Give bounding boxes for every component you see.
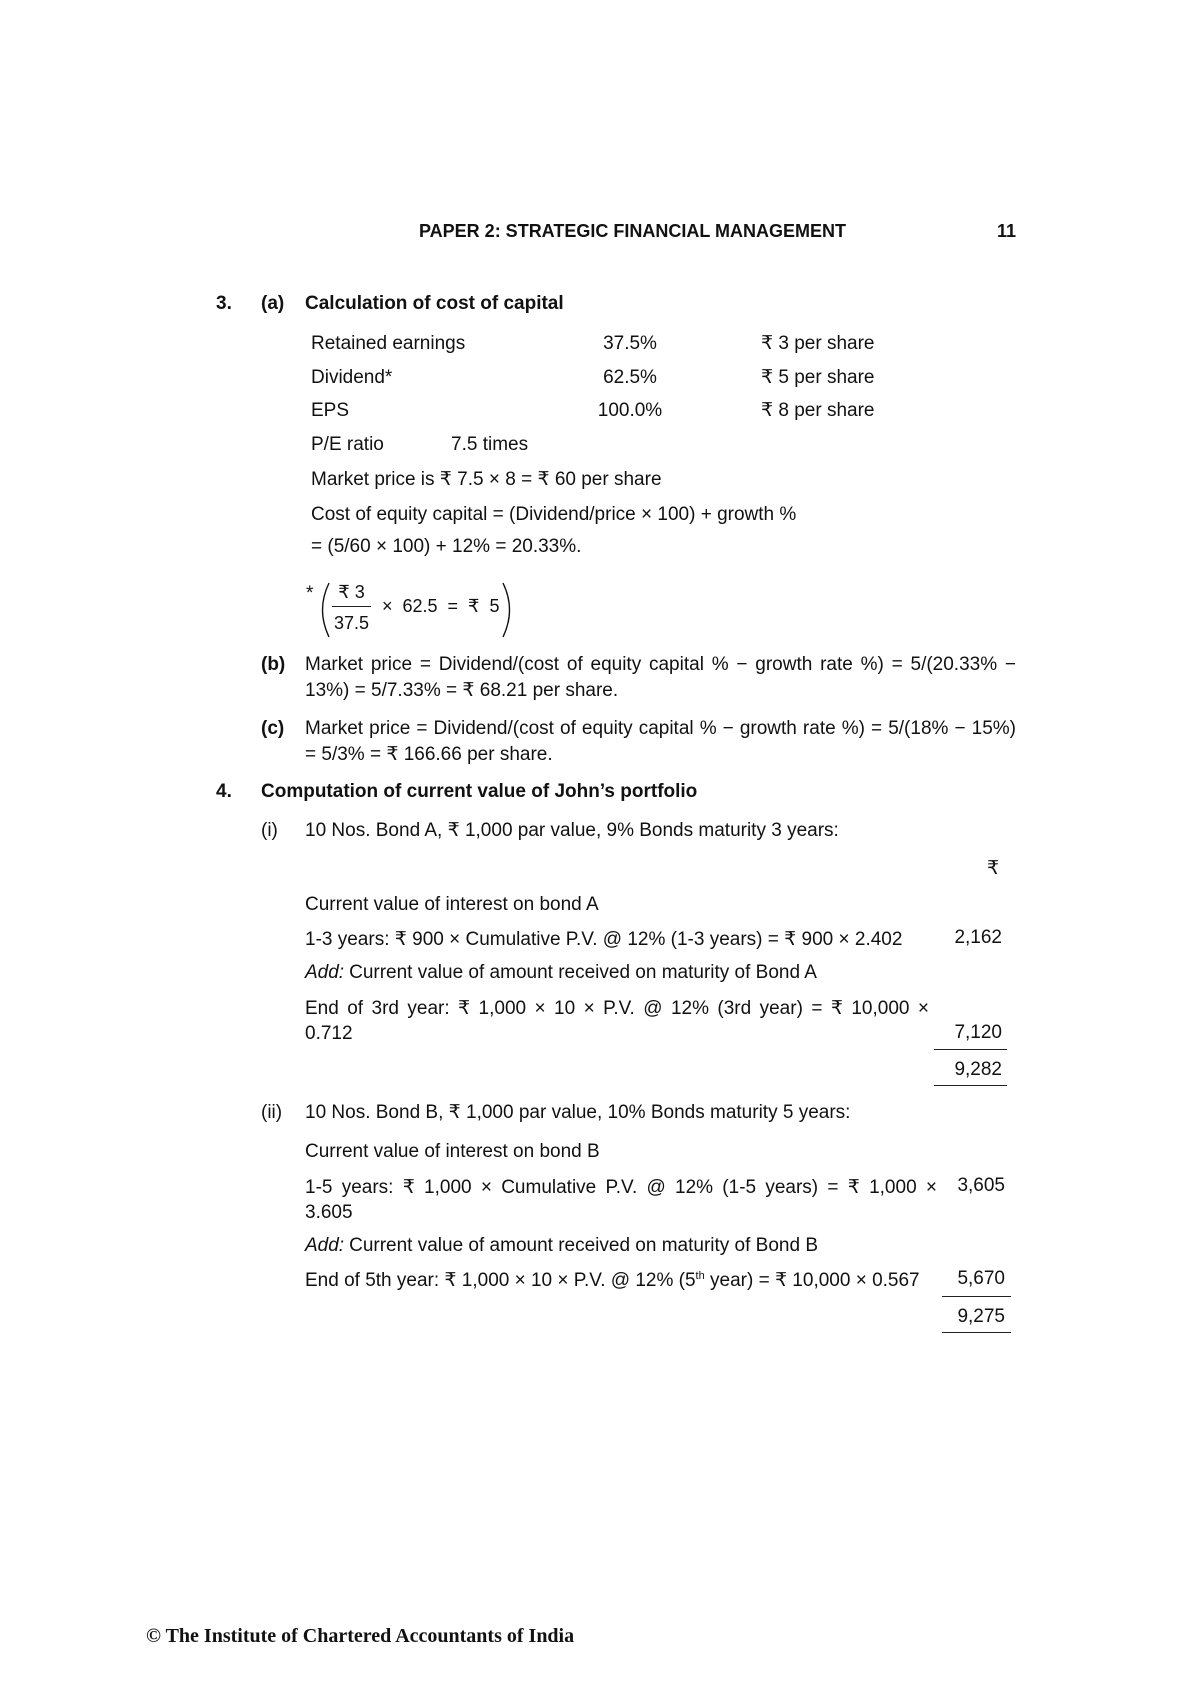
bond-b-interest-value: 3,605 (957, 1175, 1005, 1196)
page-header-title: PAPER 2: STRATEGIC FINANCIAL MANAGEMENT (419, 221, 847, 241)
pe-ratio-value: 7.5 times (451, 434, 529, 455)
question-4-number: 4. (216, 781, 232, 802)
maturity-line-start: End of 5th year: ₹ 1,000 × 10 × P.V. @ 12% (5 (305, 1270, 696, 1291)
bond-b-maturity-heading (305, 1235, 818, 1257)
market-price-line: Market price is ₹ 7.5 × 8 = ₹ 60 per share (311, 469, 662, 490)
footnote-marker: * (306, 583, 314, 604)
bond-a-maturity-heading (305, 962, 817, 984)
bond-b-interest-line-2: 3.605 (305, 1202, 353, 1223)
fraction-denominator: 37.5 (333, 613, 370, 633)
question-3-number: 3. (216, 293, 232, 314)
currency-column-header: ₹ (986, 858, 1000, 879)
total-rule (942, 1332, 1011, 1333)
bond-b-label: (ii) (261, 1102, 283, 1123)
subtotal-rule (942, 1296, 1011, 1297)
bond-b-maturity-line (305, 1270, 920, 1292)
part-c-line-1: Market price = Dividend/(cost of equity capital % − growth rate %) = 5/(18% − 15%) (305, 718, 1016, 739)
ordinal-superscript: th (695, 1270, 705, 1282)
part-a-label: (a) (261, 293, 285, 314)
bond-b-title: 10 Nos. Bond B, ₹ 1,000 par value, 10% Bonds maturity 5 years: (305, 1102, 851, 1123)
maturity-line-end: year) = ₹ 10,000 × 0.567 (704, 1270, 920, 1291)
total-rule (934, 1085, 1007, 1086)
fraction-expression: × 62.5 = ₹ 5 (382, 596, 500, 616)
page-number: 11 (996, 221, 1016, 241)
maturity-heading-text: Current value of amount received on maturity of Bond B (349, 1235, 819, 1256)
bond-a-total: 9,282 (954, 1059, 1002, 1080)
bond-a-interest-heading: Current value of interest on bond A (305, 894, 599, 915)
bond-b-interest-heading: Current value of interest on bond B (305, 1141, 600, 1162)
part-c-line-2: = 5/3% = ₹ 166.66 per share. (305, 744, 553, 765)
bond-b-maturity-value: 5,670 (957, 1268, 1005, 1289)
add-label: Add: (305, 962, 345, 983)
part-b-line-1: Market price = Dividend/(cost of equity capital % − growth rate %) = 5/(20.33% − (305, 654, 1016, 675)
bond-b-total: 9,275 (957, 1306, 1005, 1327)
row-percent: 62.5% (603, 367, 657, 388)
fraction-numerator: ₹ 3 (338, 582, 365, 602)
add-label: Add: (305, 1235, 345, 1256)
question-4-heading: Computation of current value of John’s portfolio (261, 781, 698, 802)
row-percent: 37.5% (603, 333, 657, 354)
row-amount: ₹ 3 per share (761, 333, 875, 354)
part-c-label: (c) (261, 718, 285, 739)
row-percent: 100.0% (597, 400, 663, 421)
bond-a-interest-line: 1-3 years: ₹ 900 × Cumulative P.V. @ 12% (1-3 years) = ₹ 900 × 2.402 (305, 929, 903, 950)
part-b-line-2: 13%) = 5/7.33% = ₹ 68.21 per share. (305, 680, 619, 701)
bond-a-maturity-value: 7,120 (954, 1022, 1002, 1043)
row-amount: ₹ 5 per share (761, 367, 875, 388)
maturity-heading-text: Current value of amount received on maturity of Bond A (349, 962, 817, 983)
cost-of-equity-result: = (5/60 × 100) + 12% = 20.33%. (311, 536, 582, 557)
row-item: Dividend* (311, 367, 393, 388)
row-amount: ₹ 8 per share (761, 400, 875, 421)
bond-a-maturity-line-1: End of 3rd year: ₹ 1,000 × 10 × P.V. @ 12% (3rd year) = ₹ 10,000 × (305, 998, 929, 1019)
bond-a-maturity-line-2: 0.712 (305, 1023, 353, 1044)
row-item: Retained earnings (311, 333, 466, 354)
right-parenthesis (503, 583, 510, 637)
bond-b-interest-line-1: 1-5 years: ₹ 1,000 × Cumulative P.V. @ 12% (1-5 years) = ₹ 1,000 × (305, 1177, 937, 1198)
part-a-heading: Calculation of cost of capital (305, 293, 564, 314)
left-parenthesis (323, 583, 330, 637)
part-b-label: (b) (261, 654, 286, 675)
bond-a-label: (i) (261, 820, 278, 841)
page-footer-copyright: © The Institute of Chartered Accountants of India (146, 1625, 575, 1647)
row-item: EPS (311, 400, 350, 421)
bond-a-title: 10 Nos. Bond A, ₹ 1,000 par value, 9% Bonds maturity 3 years: (305, 820, 839, 841)
pe-ratio-label: P/E ratio (311, 434, 384, 455)
cost-of-equity-formula: Cost of equity capital = (Dividend/price × 100) + growth % (311, 504, 797, 525)
fraction-bar (332, 606, 371, 607)
bond-a-interest-value: 2,162 (954, 927, 1002, 948)
subtotal-rule (934, 1049, 1007, 1050)
